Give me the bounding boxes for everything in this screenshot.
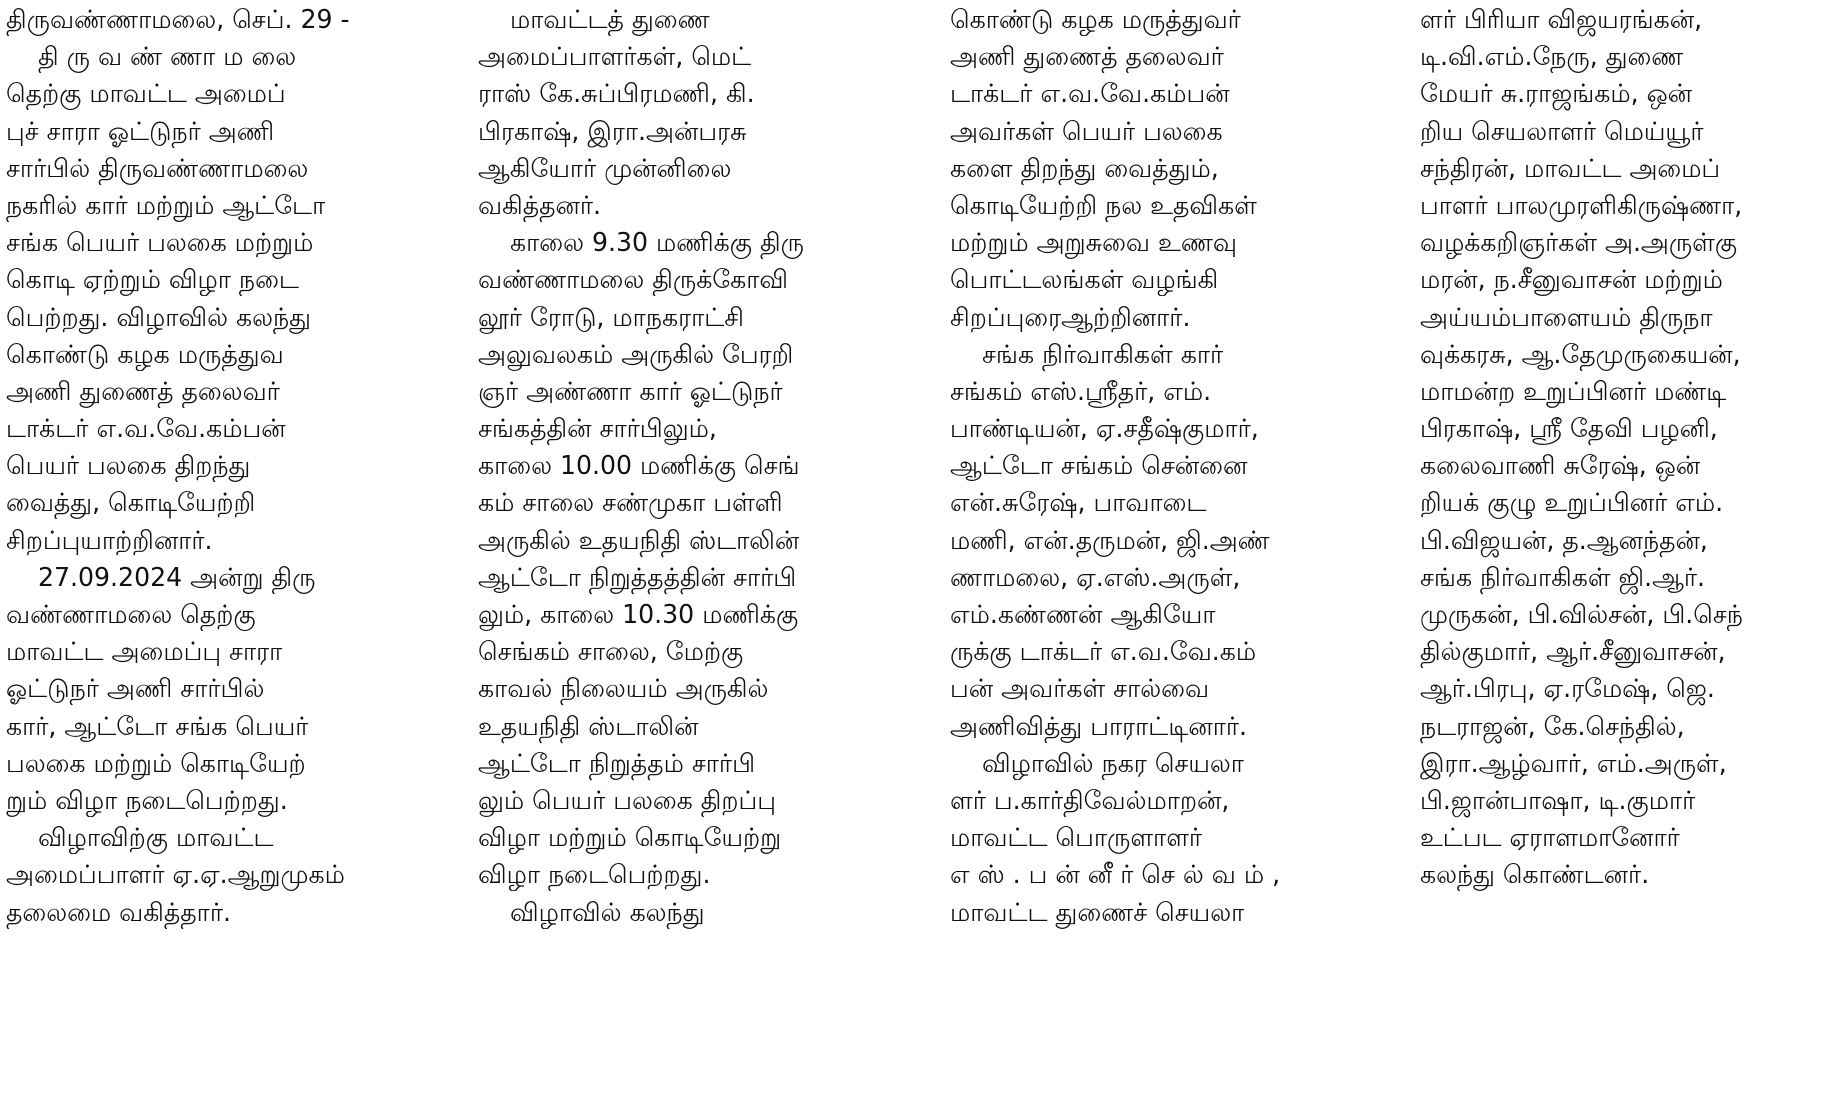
article-text-line: நடராஜன், கே.செந்தில், — [1420, 711, 1685, 742]
article-text-line: றியக் குழு உறுப்பினர் எம். — [1420, 488, 1724, 519]
article-text-line: செங்கம் சாலை, மேற்கு — [478, 637, 744, 668]
article-text-line: உட்பட ஏராளமானோர் — [1420, 823, 1680, 854]
article-text-line: அணிவித்து பாராட்டினார். — [950, 711, 1248, 742]
article-text-line: பாண்டியன், ஏ.சதீஷ்குமார், — [950, 414, 1259, 445]
article-text-line: பொட்டலங்கள் வழங்கி — [950, 265, 1219, 296]
article-text-line: மாவட்ட துணைச் செயலா — [950, 897, 1245, 928]
article-text-line: முருகன், பி.வில்சன், பி.செந் — [1420, 600, 1743, 630]
article-text-line: பன் அவர்கள் சால்வை — [950, 674, 1210, 705]
article-text-line: அணி துணைத் தலைவர் — [6, 376, 280, 407]
article-text-line: நகரில் கார் மற்றும் ஆட்டோ — [6, 190, 326, 221]
article-text-line: பாளர் பாலமுரளிகிருஷ்ணா, — [1420, 190, 1743, 221]
article-text-line: அருகில் உதயநிதி ஸ்டாலின் — [478, 525, 800, 556]
article-text-line: அலுவலகம் அருகில் பேரறி — [478, 339, 794, 370]
article-text-line: இரா.ஆழ்வார், எம்.அருள், — [1420, 748, 1727, 779]
article-text-line: விழா நடைபெற்றது. — [478, 860, 711, 891]
article-text-line: மாமன்ற உறுப்பினர் மண்டி — [1420, 376, 1727, 407]
article-text-line: ளர் ப.கார்திவேல்மாறன், — [950, 785, 1230, 816]
article-text-line: மணி, என்.தருமன், ஜி.அண் — [950, 525, 1270, 556]
article-text-line: மற்றும் அறுசுவை உணவு — [950, 228, 1237, 259]
article-text-line: அவர்கள் பெயர் பலகை — [950, 116, 1223, 147]
article-text-line: தி ரு வ ண் ணா ம லை — [6, 42, 297, 73]
article-text-line: விழாவிற்கு மாவட்ட — [6, 823, 274, 854]
article-column-1 — [6, 2, 478, 1102]
article-text-line: டி.வி.எம்.நேரு, துணை — [1420, 42, 1684, 73]
article-text-line: கம் சாலை சண்முகா பள்ளி — [478, 488, 783, 519]
article-text-line: லூர் ரோடு, மாநகராட்சி — [478, 302, 744, 333]
article-text-line: ஆர்.பிரபு, ஏ.ரமேஷ், ஜெ. — [1420, 674, 1715, 705]
article-text-line: பிரகாஷ், ஸ்ரீ தேவி பழனி, — [1420, 414, 1718, 445]
article-text-line: கலைவாணி சுரேஷ், ஒன் — [1420, 451, 1701, 482]
article-text-line: சிறப்புரைஆற்றினார். — [950, 302, 1191, 333]
article-text-line: சிறப்புயாற்றினார். — [6, 525, 213, 556]
article-text-line: மாவட்ட அமைப்பு சாரா — [6, 637, 283, 668]
article-text-line: அமைப்பாளர்கள், மெட் — [478, 42, 752, 73]
article-text-line: சங்கத்தின் சார்பிலும், — [478, 414, 717, 445]
article-text-line: ளர் பிரியா விஜயரங்கன், — [1420, 5, 1703, 35]
article-text-line: தெற்கு மாவட்ட அமைப் — [6, 79, 286, 110]
article-text-line: றிய செயலாளர் மெய்யூர் — [1420, 116, 1704, 147]
article-text-line: லும், காலை 10.30 மணிக்கு — [478, 600, 799, 630]
article-text-line: கலந்து கொண்டனர். — [1420, 860, 1650, 891]
article-text-line: சங்கம் எஸ்.ஸ்ரீதர், எம். — [950, 376, 1212, 407]
article-text-line: சார்பில் திருவண்ணாமலை — [6, 153, 309, 184]
article-text-line: அமைப்பாளர் ஏ.ஏ.ஆறுமுகம் — [6, 860, 345, 891]
article-text-line: ஆட்டோ நிறுத்தத்தின் சார்பி — [478, 562, 797, 593]
article-text-line: மேயர் சு.ராஜங்கம், ஒன் — [1420, 79, 1693, 110]
article-text-line: காவல் நிலையம் அருகில் — [478, 674, 769, 705]
article-text-line: சந்திரன், மாவட்ட அமைப் — [1420, 153, 1721, 184]
article-text-line: ஞர் அண்ணா கார் ஓட்டுநர் — [478, 376, 783, 407]
article-text-line: சங்க நிர்வாகிகள் கார் — [950, 339, 1224, 370]
article-text-line: களை திறந்து வைத்தும், — [950, 153, 1219, 184]
article-text-line: பி.ஜான்பாஷா, டி.குமார் — [1420, 785, 1696, 816]
article-text-line: லும் பெயர் பலகை திறப்பு — [478, 785, 776, 816]
article-text-line: டாக்டர் எ.வ.வே.கம்பன் — [6, 414, 286, 445]
article-text-line: ஆட்டோ நிறுத்தம் சார்பி — [478, 748, 756, 779]
article-text-line: பெற்றது. விழாவில் கலந்து — [6, 302, 311, 333]
article-text-line: பெயர் பலகை திறந்து — [6, 451, 251, 482]
article-text-line: விழாவில் நகர செயலா — [950, 748, 1244, 779]
article-text-line: ணாமலை, ஏ.எஸ்.அருள், — [950, 562, 1241, 593]
article-text-line: வண்ணாமலை தெற்கு — [6, 600, 256, 630]
article-text-line: பலகை மற்றும் கொடியேற் — [6, 748, 306, 779]
article-text-line: வழக்கறிஞர்கள் அ.அருள்கு — [1420, 228, 1738, 259]
article-text-line: ராஸ் கே.சுப்பிரமணி, கி. — [478, 79, 755, 110]
article-text-line: சங்க நிர்வாகிகள் ஜி.ஆர். — [1420, 562, 1706, 593]
article-text-line: தில்குமார், ஆர்.சீனுவாசன், — [1420, 637, 1726, 668]
article-text-line: கார், ஆட்டோ சங்க பெயர் — [6, 711, 309, 742]
article-text-line: புச் சாரா ஓட்டுநர் அணி — [6, 116, 275, 147]
article-text-line: ஆட்டோ சங்கம் சென்னை — [950, 451, 1248, 482]
article-text-line: மாவட்டத் துணை — [478, 5, 710, 35]
article-text-line: கொண்டு கழக மருத்துவர் — [950, 5, 1241, 35]
article-text-line: காலை 9.30 மணிக்கு திரு — [478, 228, 804, 259]
article-text-line: சங்க பெயர் பலகை மற்றும் — [6, 228, 314, 259]
article-column-3 — [950, 2, 1420, 1102]
article-text-line: விழாவில் கலந்து — [478, 897, 705, 928]
article-text-line: கொடி ஏற்றும் விழா நடை — [6, 265, 299, 296]
article-text-line: மாவட்ட பொருளாளர் — [950, 823, 1203, 854]
article-text-line: வுக்கரசு, ஆ.தேமுருகையன், — [1420, 339, 1741, 370]
article-text-line: உதயநிதி ஸ்டாலின் — [478, 711, 699, 742]
article-text-line: ஓட்டுநர் அணி சார்பில் — [6, 674, 265, 705]
article-text-line: 27.09.2024 அன்று திரு — [6, 562, 316, 593]
article-text-line: வைத்து, கொடியேற்றி — [6, 488, 256, 519]
article-text-line: என்.சுரேஷ், பாவாடை — [950, 488, 1207, 519]
article-text-line: டாக்டர் எ.வ.வே.கம்பன் — [950, 79, 1230, 110]
article-text-line: வகித்தனர். — [478, 190, 602, 221]
article-text-line: எம்.கண்ணன் ஆகியோ — [950, 600, 1216, 630]
article-text-line: ஆகியோர் முன்னிலை — [478, 153, 732, 184]
article-text-line: அய்யம்பாளையம் திருநா — [1420, 302, 1713, 333]
article-column-4 — [1420, 2, 1834, 1102]
article-text-line: வண்ணாமலை திருக்கோவி — [478, 265, 789, 296]
article-text-line: ருக்கு டாக்டர் எ.வ.வே.கம் — [950, 637, 1257, 668]
article-text-line: பி.விஜயன், த.ஆனந்தன், — [1420, 525, 1708, 556]
article-text-line: பிரகாஷ், இரா.அன்பரசு — [478, 116, 747, 147]
article-text-line: எ ஸ் . ப ன் னீ ர் செ ல் வ ம் , — [950, 860, 1281, 891]
article-text-line: விழா மற்றும் கொடியேற்று — [478, 823, 782, 854]
article-column-2 — [478, 2, 950, 1102]
article-text-line: அணி துணைத் தலைவர் — [950, 42, 1224, 73]
article-text-line: கொடியேற்றி நல உதவிகள் — [950, 190, 1257, 221]
article-text-line: கொண்டு கழக மருத்துவ — [6, 339, 284, 370]
article-text-line: திருவண்ணாமலை, செப். 29 - — [6, 5, 350, 35]
article-text-line: மரன், ந.சீனுவாசன் மற்றும் — [1420, 265, 1723, 296]
article-text-line: காலை 10.00 மணிக்கு செங் — [478, 451, 800, 482]
article-text-line: றும் விழா நடைபெற்றது. — [6, 785, 288, 816]
article-text-line: தலைமை வகித்தார். — [6, 897, 231, 928]
